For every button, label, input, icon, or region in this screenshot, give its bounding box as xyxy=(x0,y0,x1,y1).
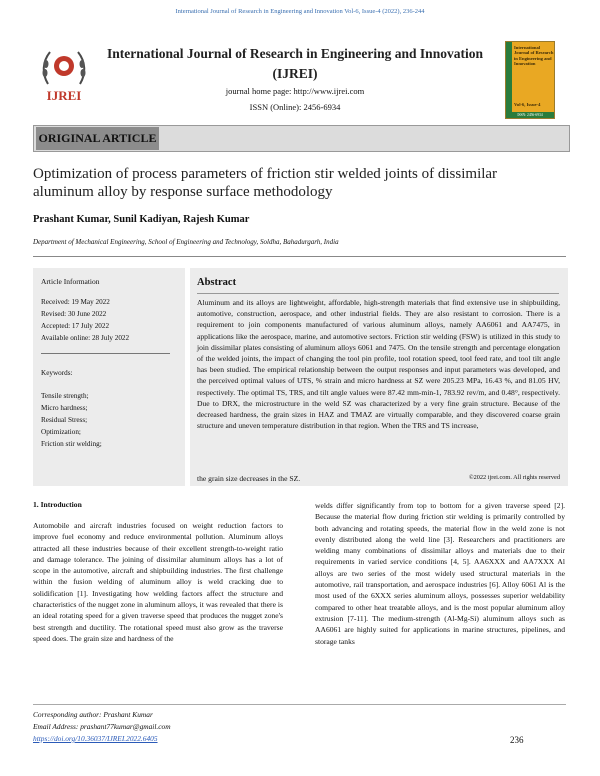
abstract-last-line: the grain size decreases in the SZ. xyxy=(197,474,301,483)
ijrei-logo xyxy=(38,44,90,106)
running-header: International Journal of Research in Engineering and Innovation Vol-6, Issue-4 (2022), 236-244 xyxy=(175,8,425,15)
keywords-heading: Keywords: xyxy=(41,369,73,377)
authors: Prashant Kumar, Sunil Kadiyan, Rajesh Kumar xyxy=(33,214,250,225)
footer-divider xyxy=(33,704,566,705)
cover-issn: ISSN: 2456-6934 xyxy=(506,112,554,118)
abstract-heading: Abstract xyxy=(197,277,237,288)
abstract-divider xyxy=(197,293,559,294)
doi-link[interactable]: https://doi.org/10.36037/IJREI.2022.6405 xyxy=(33,734,158,743)
svg-text:IJREI: IJREI xyxy=(46,88,82,103)
keyword-item: Tensile strength; xyxy=(41,392,89,400)
paper-title: Optimization of process parameters of friction stir welded joints of dissimilar aluminum alloy by response surface methodology xyxy=(33,166,498,200)
copyright: ©2022 ijrei.com. All rights reserved xyxy=(468,474,560,481)
page-number: 236 xyxy=(510,735,524,745)
keyword-item: Optimization; xyxy=(41,428,81,436)
article-info-heading: Article Information xyxy=(41,277,100,286)
laurel-emblem-icon xyxy=(38,44,90,106)
affiliation: Department of Mechanical Engineering, School of Engineering and Technology, Soldha, Bahadurgarh, India xyxy=(33,238,339,246)
body-column-left: Automobile and aircraft industries focused on weight reduction factors to improve fuel economy and reduce environmental pollution. Aluminum alloys attracted all these industries because of their excellent strength-to-weight ratio and damage tolerance. The joining of dissimilar aluminum alloys has a lot of scope in the automotive, aircraft and shipbuilding industries. The first challenge within the fusion welding of aluminum alloy is weld cracking due to solidification [1]. Investigating how welding factors affect the structure and characteristics of the nugget zone in aluminum alloys, it was revealed that there is an ideal rotating speed for a given traverse speed that produces the nugget zone's best strength and ductility. The rotational speed must also grow as the traverse speed does. The grain size and hardness of the xyxy=(33,521,283,643)
info-divider xyxy=(41,353,170,354)
journal-abbr: (IJREI) xyxy=(272,66,318,81)
abstract-text: Aluminum and its alloys are lightweight, affordable, high-strength materials that find extensive use in shipbuilding, automotive, construction, aerospace, and other industrial fields. They are also resistant to corrosion. There is a requirement to join components manufactured of various aluminum alloys, namely AA6061 and AA7475, in applications like the aerospace, marine, and automotive sectors. Friction stir welding (FSW) is utilized in this study to join dissimilar plates consisting of aluminum alloys 6061 and 7475. On the tensile strength and percentage elongation of the welded joints, the impact of changing the tool pin profile, tool rotation speed, tool feed rate, and tool tilt angle has been studied. The empirical relationship between the output responses and input parameters was developed, and the perceived optimal values of UTS, % strain and micro hardness at SZ were 205.23 MPa, 16.43 %, and 81.05 HV, respectively. The optimal TS, TRS, and tilt angle values were 87.42 mm-min-1, 783.92 rev/m, and 0.48°, respectively. Due to DRX, the microstructure in the weld SZ was characterized by a very fine grain structure. Because of the decreased hardness, the grain sizes in HAZ and TMAZ are virtually comparable, and they discovered coarse grain structure and uneven temperature distribution in that region. When the TRS and TS increase, xyxy=(197,298,560,431)
journal-homepage[interactable]: journal home page: http://www.ijrei.com xyxy=(225,86,365,96)
divider xyxy=(33,256,566,257)
corresponding-author: Corresponding author: Prashant Kumar xyxy=(33,710,153,719)
journal-cover-thumbnail xyxy=(505,41,555,119)
received-date: Received: 19 May 2022 xyxy=(41,298,110,306)
section-heading-introduction: 1. Introduction xyxy=(33,500,82,509)
article-type-label: ORIGINAL ARTICLE xyxy=(36,127,159,150)
revised-date: Revised: 30 June 2022 xyxy=(41,310,107,318)
journal-issn: ISSN (Online): 2456-6934 xyxy=(249,102,341,112)
cover-volume: Vol-6, Issue-4 xyxy=(514,102,541,107)
email-address: Email Address: prashant77kumar@gmail.com xyxy=(33,722,171,731)
cover-title: International Journal of Research in Engineering and Innovation xyxy=(514,45,554,67)
keyword-item: Micro hardness; xyxy=(41,404,88,412)
body-column-right: welds differ significantly from top to bottom for a given traverse speed [2]. Because the material flow during friction stir welding is primarily controlled by both advancing and rotating speeds, the material flow in the weld zone is not evenly distributed along the weld line [3]. Researchers and practitioners are welding many combinations of dissimilar alloys and materials due to their requirements in varied service conditions [4, 5]. AA6XXX and AA7XXX Al alloys are two series of the most widely used structural materials in the automotive, rail transportation, and aerospace industries [6]. Alloy 6061 Al is the most used of the 6XXX series aluminum alloys, possesses superior weldability compared to other heat treatable alloys, and is the most popular aluminum alloy extrusion [7-11]. The medium-strength (Al-Mg-Si) aluminum alloys such as AA6061 are highly suited for applications in marine structures, pipelines, and storage tanks xyxy=(315,501,565,646)
accepted-date: Accepted: 17 July 2022 xyxy=(41,322,110,330)
available-date: Available online: 28 July 2022 xyxy=(41,334,130,342)
keyword-item: Friction stir welding; xyxy=(41,440,102,448)
keyword-item: Residual Stress; xyxy=(41,416,88,424)
journal-title: International Journal of Research in Engineering and Innovation xyxy=(107,46,483,61)
